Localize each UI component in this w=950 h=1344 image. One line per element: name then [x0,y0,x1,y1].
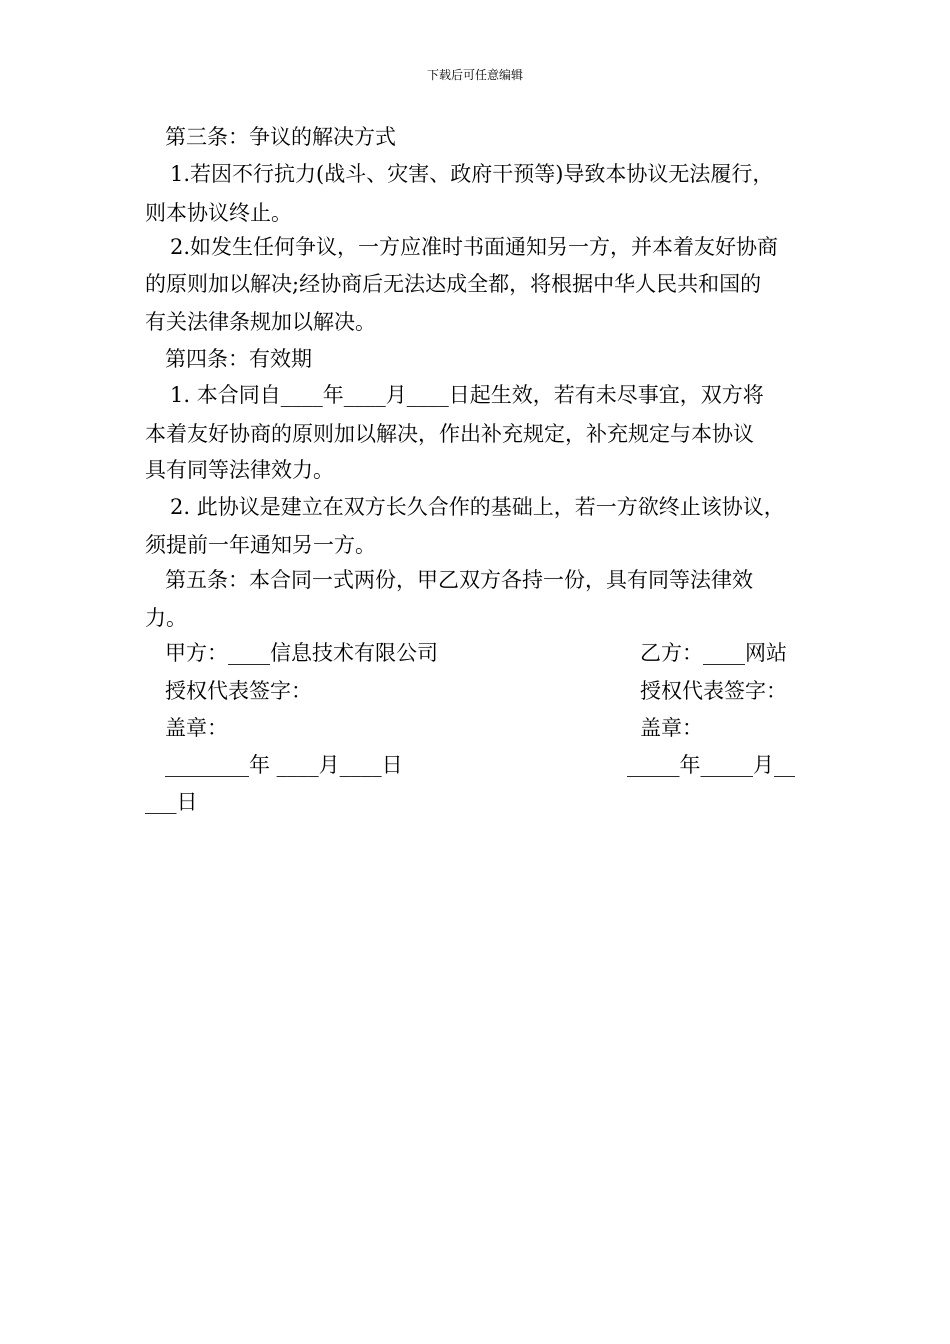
article-5-line-1: 第五条：本合同一式两份，甲乙双方各持一份，具有同等法律效 [165,568,753,592]
party-a-seal-label: 盖章： [165,716,228,740]
article-4-clause-1-line-3: 具有同等法律效力。 [145,458,334,482]
article-5-line-2: 力。 [145,606,187,630]
party-b-name: 乙方：____网站 [640,641,787,665]
party-a-name: 甲方：____信息技术有限公司 [165,641,438,665]
article-4-clause-2-line-2: 须提前一年通知另一方。 [145,533,376,557]
party-b-date-line-1: _____年_____月__ [627,753,795,777]
party-b-signature-label: 授权代表签字： [640,679,787,703]
article-3-title: 第三条：争议的解决方式 [165,125,396,149]
article-4-clause-1-line-2: 本着友好协商的原则加以解决，作出补充规定，补充规定与本协议 [145,422,754,446]
party-b-seal-label: 盖章： [640,716,703,740]
article-3-clause-1-line-2: 则本协议终止。 [145,201,292,225]
article-4-clause-1-line-1: 1. 本合同自____年____月____日起生效，若有未尽事宜，双方将 [170,383,764,407]
party-a-date: ________年 ____月____日 [165,753,403,777]
article-3-clause-2-line-2: 的原则加以解决;经协商后无法达成全都，将根据中华人民共和国的 [145,272,762,296]
article-4-title: 第四条：有效期 [165,347,312,371]
article-3-clause-2-line-1: 2.如发生任何争议，一方应准时书面通知另一方，并本着友好协商 [170,235,779,259]
article-3-clause-2-line-3: 有关法律条规加以解决。 [145,310,376,334]
party-a-signature-label: 授权代表签字： [165,679,312,703]
party-b-date-line-2: ___日 [145,790,198,814]
article-4-clause-2-line-1: 2. 此协议是建立在双方长久合作的基础上，若一方欲终止该协议， [170,495,785,519]
page-header: 下载后可任意编辑 [426,68,523,82]
article-3-clause-1-line-1: 1.若因不行抗力(战斗、灾害、政府干预等)导致本协议无法履行， [170,162,774,186]
